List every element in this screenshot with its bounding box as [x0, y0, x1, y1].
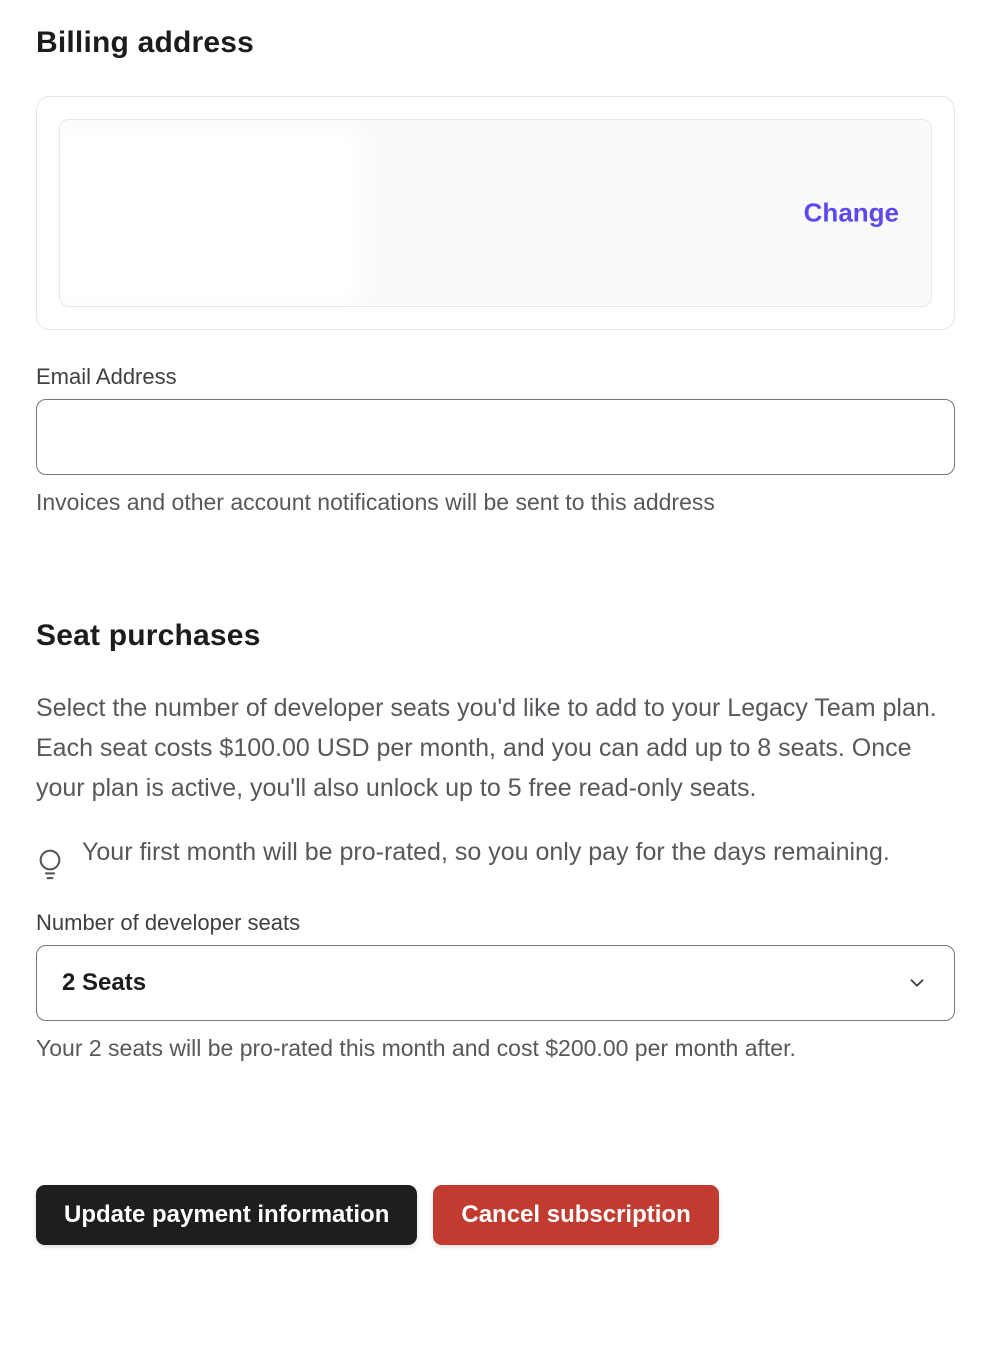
billing-address-title: Billing address [36, 26, 255, 59]
email-helper-text: Invoices and other account notifications will be sent to this address [36, 489, 715, 515]
developer-seats-label: Number of developer seats [36, 910, 301, 935]
cancel-subscription-button[interactable]: Cancel subscription [433, 1185, 718, 1245]
seats-select[interactable] [36, 945, 955, 1021]
actions-row [36, 1185, 955, 1245]
billing-address-panel [59, 119, 932, 307]
email-input[interactable] [36, 399, 955, 475]
prorate-tip-text: Your first month will be pro-rated, so you only pay for the days remaining. [82, 838, 890, 866]
lightbulb-icon [36, 848, 64, 886]
update-payment-button[interactable]: Update payment information [36, 1185, 417, 1245]
billing-address-card [36, 96, 955, 330]
seat-purchases-description: Select the number of developer seats you'd like to add to your Legacy Team plan. Each seat costs $100.00 USD per month, and you can add up to 8 seats. Once your plan is active, you'll also unlock up to 5 free read-only seats. [36, 694, 937, 802]
seats-select-value: 2 Seats [62, 969, 147, 996]
change-billing-address-link[interactable]: Change [803, 197, 899, 228]
prorate-tip [36, 832, 955, 886]
seats-helper-text: Your 2 seats will be pro-rated this month and cost $200.00 per month after. [36, 1035, 796, 1061]
seat-purchases-title: Seat purchases [36, 619, 261, 652]
billing-address-redacted-content [64, 140, 348, 292]
email-label: Email Address [36, 364, 177, 389]
chevron-down-icon [906, 972, 928, 994]
